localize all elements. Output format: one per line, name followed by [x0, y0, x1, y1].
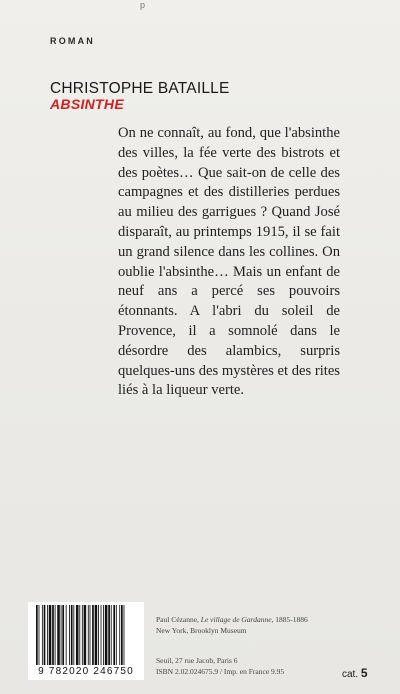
barcode-bars [28, 602, 144, 668]
barcode-bar [111, 605, 112, 665]
barcode-bar [47, 605, 48, 665]
series-label: ROMAN [50, 36, 95, 46]
barcode-bar [121, 605, 123, 665]
barcode-bar [82, 605, 83, 665]
publisher-info [156, 655, 356, 677]
isbn-barcode [28, 602, 144, 680]
barcode-bar [105, 605, 108, 665]
barcode-bar [66, 605, 67, 665]
barcode-bar [42, 605, 43, 665]
barcode-bar [101, 605, 102, 665]
barcode-bar [73, 605, 74, 665]
barcode-bar [108, 605, 110, 665]
barcode-bar [55, 605, 56, 665]
barcode-bar [84, 605, 87, 665]
publisher-address: Seuil, 27 rue Jacob, Paris 6 [156, 656, 238, 665]
category-mark [342, 666, 368, 680]
barcode-bar [76, 605, 79, 665]
barcode-bar [88, 605, 89, 665]
barcode-bar [124, 605, 125, 665]
credit-years: 1885-1886 [275, 615, 308, 624]
barcode-bar [57, 605, 60, 665]
blurb-text: On ne connaît, au fond, que l'absinthe des villes, la fée verte des bistrots et des poètes… Que sait-on de celle des campagnes et des distilleries perdues au milieu des garrigues ? Quand José disparaît, au printemps 1915, il se fait un grand silence dans les collines. On oublie l'absinthe… Mais un enfant de neuf ans a percé ses pouvoirs étonnants. A l'abri du soleil de Provence, il a somnolé dans le désordre des alambics, surpris quelques-uns des mystères et des rites liés à la liqueur verte. [118, 125, 340, 399]
cat-label: cat. [342, 669, 359, 680]
barcode-bar [49, 605, 52, 665]
cat-value: 5 [360, 666, 368, 680]
top-edge-fragment: p [140, 0, 146, 10]
barcode-bar [44, 605, 46, 665]
barcode-digits: 9 782020 246750 [38, 666, 134, 677]
barcode-bar [116, 605, 117, 665]
barcode-bar [90, 605, 91, 665]
barcode-bar [98, 605, 99, 665]
cover-art-credit [156, 614, 356, 636]
author-name: CHRISTOPHE BATAILLE [50, 80, 230, 97]
barcode-bar [92, 605, 94, 665]
book-title: ABSINTHE [50, 96, 124, 112]
barcode-bar [79, 605, 80, 665]
barcode-bar [39, 605, 40, 665]
barcode-bar [62, 605, 64, 665]
barcode-bar [36, 605, 38, 665]
barcode-bar [71, 605, 73, 665]
barcode-bar [95, 605, 98, 665]
isbn-line: ISBN 2.02.024675.9 / Imp. en France 9.95 [156, 667, 285, 676]
barcode-bar [52, 605, 54, 665]
barcode-bar [61, 605, 62, 665]
barcode-bar [103, 605, 104, 665]
credit-work: Le village de Gardanne, [200, 615, 274, 624]
barcode-bar [69, 605, 70, 665]
credit-artist: Paul Cézanne, [156, 615, 199, 624]
barcode-bar [119, 605, 120, 665]
credit-collection: New York, Brooklyn Museum [156, 626, 247, 635]
barcode-bar [113, 605, 115, 665]
